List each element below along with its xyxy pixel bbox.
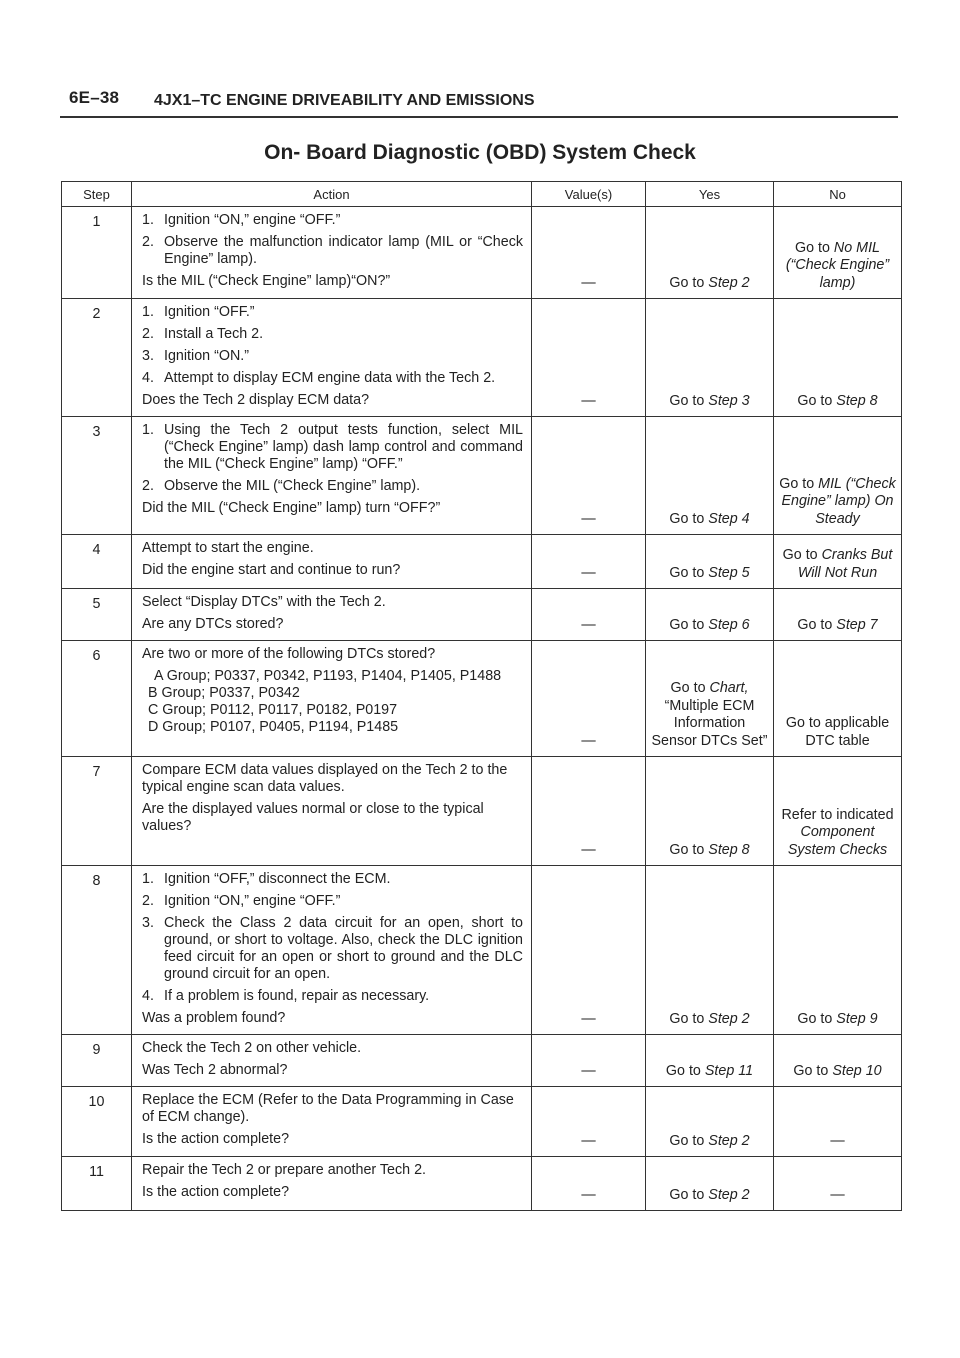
step-number: 1 — [62, 207, 132, 299]
yes-prefix: Go to — [669, 1186, 709, 1203]
yes-prefix: Go to — [669, 510, 709, 527]
action-question: Was Tech 2 abnormal? — [142, 1062, 288, 1078]
yes-prefix: Go to — [669, 616, 709, 633]
action-text: Attempt to start the engine. — [142, 540, 314, 556]
action-question: Are any DTCs stored? — [142, 616, 284, 632]
column-header-step: Step — [62, 182, 132, 207]
action-item-text: Observe the malfunction indicator lamp (MIL or “Check Engine” lamp). — [164, 234, 523, 267]
action-item — [142, 988, 523, 1005]
action-cell — [132, 299, 532, 417]
action-item-number: 2. — [142, 234, 154, 250]
action-text: Replace the ECM (Refer to the Data Programming in Case of ECM change). — [142, 1092, 514, 1125]
column-header-values: Value(s) — [532, 182, 646, 207]
table-row — [62, 589, 902, 641]
action-item-text: Ignition “OFF,” disconnect the ECM. — [164, 871, 391, 887]
action-text: Check the Tech 2 on other vehicle. — [142, 1040, 362, 1056]
action-item — [142, 212, 523, 229]
no-step-link: Component System Checks — [787, 824, 888, 858]
yes-prefix: Go to — [669, 1010, 709, 1027]
action-item-text: Install a Tech 2. — [164, 326, 264, 342]
action-cell — [132, 1035, 532, 1087]
table-row — [62, 1157, 902, 1211]
no-prefix: Go to — [779, 475, 819, 492]
action-cell — [132, 207, 532, 299]
no-step-link: Step 10 — [832, 1062, 882, 1079]
no-cell — [774, 1087, 902, 1157]
page-header — [0, 0, 960, 120]
yes-step-link: Step 2 — [708, 274, 750, 291]
action-item-text: Observe the MIL (“Check Engine” lamp). — [164, 478, 421, 494]
table-row — [62, 1035, 902, 1087]
table-row — [62, 299, 902, 417]
yes-cell — [646, 866, 774, 1035]
no-cell — [774, 207, 902, 299]
value-cell: — — [532, 417, 646, 535]
step-number: 3 — [62, 417, 132, 535]
action-item — [142, 871, 523, 888]
no-step-link: Step 7 — [836, 616, 878, 633]
diagnostic-table — [61, 181, 902, 1211]
yes-cell — [646, 1087, 774, 1157]
action-item-number: 1. — [142, 212, 154, 228]
action-text: Are two or more of the following DTCs stored? — [142, 646, 436, 662]
action-question: Are the displayed values normal or close to the typical values? — [142, 801, 484, 834]
action-item-number: 1. — [142, 422, 154, 438]
no-cell — [774, 417, 902, 535]
no-cell — [774, 299, 902, 417]
no-prefix: Go to — [793, 1062, 833, 1079]
yes-step-link: Step 3 — [708, 392, 750, 409]
table-row — [62, 535, 902, 589]
action-cell — [132, 641, 532, 757]
action-item-text: Check the Class 2 data circuit for an open, short to ground, or short to voltage. Also, check the DLC ignition feed circuit for an open or short to ground and the DLC ground circuit for an open. — [164, 915, 523, 982]
column-header-yes: Yes — [646, 182, 774, 207]
action-cell — [132, 1157, 532, 1211]
yes-cell — [646, 417, 774, 535]
value-cell: — — [532, 1035, 646, 1087]
action-item — [142, 348, 523, 365]
step-number: 10 — [62, 1087, 132, 1157]
value-cell: — — [532, 866, 646, 1035]
yes-prefix: Go to — [669, 564, 709, 581]
yes-prefix: Go to — [669, 274, 709, 291]
value-cell: — — [532, 535, 646, 589]
action-cell — [132, 417, 532, 535]
action-text: Select “Display DTCs” with the Tech 2. — [142, 594, 386, 610]
table-row — [62, 866, 902, 1035]
yes-prefix: Go to — [669, 392, 709, 409]
yes-prefix: Go to — [669, 1132, 709, 1149]
action-item — [142, 422, 523, 473]
yes-prefix: Go to — [670, 680, 710, 696]
dtc-group: B Group; P0337, P0342 — [148, 685, 300, 701]
value-cell: — — [532, 1087, 646, 1157]
action-item-number: 2. — [142, 893, 154, 909]
dtc-group: A Group; P0337, P0342, P1193, P1404, P1405, P1488 — [154, 668, 502, 684]
yes-cell — [646, 299, 774, 417]
step-number: 7 — [62, 757, 132, 866]
no-cell — [774, 641, 902, 757]
no-prefix: Go to — [794, 239, 834, 256]
no-step-link: Cranks But Will Not Run — [797, 547, 893, 581]
header-rule — [60, 116, 898, 118]
step-number: 6 — [62, 641, 132, 757]
action-item-text: Ignition “ON,” engine “OFF.” — [164, 893, 341, 909]
no-step-link: Step 9 — [836, 1010, 878, 1027]
no-cell — [774, 757, 902, 866]
value-cell: — — [532, 1157, 646, 1211]
action-item-text: Attempt to display ECM engine data with the Tech 2. — [164, 370, 496, 386]
no-text: Go to applicable DTC table — [785, 715, 890, 749]
yes-step-link: Step 2 — [708, 1132, 750, 1149]
action-item — [142, 893, 523, 910]
step-number: 2 — [62, 299, 132, 417]
value-cell: — — [532, 757, 646, 866]
action-text: Repair the Tech 2 or prepare another Tech 2. — [142, 1162, 427, 1178]
yes-prefix: Go to — [669, 841, 709, 858]
action-item-number: 3. — [142, 915, 154, 931]
action-cell — [132, 1087, 532, 1157]
action-text: Compare ECM data values displayed on the Tech 2 to the typical engine scan data values. — [142, 762, 508, 795]
action-cell — [132, 589, 532, 641]
value-cell: — — [532, 641, 646, 757]
yes-prefix: Go to — [665, 1062, 705, 1079]
yes-cell — [646, 1035, 774, 1087]
no-step-link: Step 8 — [836, 392, 878, 409]
page-number: 6E–38 — [69, 88, 120, 107]
no-cell — [774, 866, 902, 1035]
value-cell: — — [532, 207, 646, 299]
table-row — [62, 207, 902, 299]
dtc-group: D Group; P0107, P0405, P1194, P1485 — [148, 719, 399, 735]
action-item-number: 2. — [142, 478, 154, 494]
action-item — [142, 478, 523, 495]
action-question: Does the Tech 2 display ECM data? — [142, 392, 370, 408]
no-text: Refer to indicated — [781, 806, 894, 823]
no-cell — [774, 589, 902, 641]
step-number: 5 — [62, 589, 132, 641]
dtc-group: C Group; P0112, P0117, P0182, P0197 — [148, 702, 398, 718]
no-prefix: Go to — [797, 616, 837, 633]
yes-step-link: Step 4 — [708, 510, 750, 527]
table-body — [62, 207, 902, 1211]
table-row — [62, 1087, 902, 1157]
action-item — [142, 370, 523, 387]
column-header-no: No — [774, 182, 902, 207]
action-question: Is the MIL (“Check Engine” lamp)“ON?” — [142, 273, 391, 289]
no-step-link: MIL (“Check Engine” lamp) On Steady — [781, 475, 896, 527]
no-text: — — [830, 1186, 845, 1203]
action-item-text: Ignition “ON.” — [164, 348, 250, 364]
action-question: Did the MIL (“Check Engine” lamp) turn “OFF?” — [142, 500, 441, 516]
section-title: 4JX1–TC ENGINE DRIVEABILITY AND EMISSIONS — [154, 92, 535, 109]
yes-step-link: Step 8 — [708, 841, 750, 858]
action-item-number: 3. — [142, 348, 154, 364]
action-item — [142, 326, 523, 343]
action-item-text: Ignition “ON,” engine “OFF.” — [164, 212, 341, 228]
action-item-number: 2. — [142, 326, 154, 342]
no-cell — [774, 1157, 902, 1211]
no-step-link: No MIL (“Check Engine” lamp) — [785, 239, 890, 291]
table-row — [62, 417, 902, 535]
yes-step-link: Step 5 — [708, 564, 750, 581]
action-cell — [132, 866, 532, 1035]
step-number: 4 — [62, 535, 132, 589]
step-number: 9 — [62, 1035, 132, 1087]
action-question: Is the action complete? — [142, 1131, 290, 1147]
action-item-number: 1. — [142, 304, 154, 320]
yes-cell — [646, 535, 774, 589]
yes-cell — [646, 757, 774, 866]
action-item-text: Ignition “OFF.” — [164, 304, 255, 320]
yes-cell — [646, 589, 774, 641]
action-question: Is the action complete? — [142, 1184, 290, 1200]
column-header-action: Action — [132, 182, 532, 207]
no-cell — [774, 1035, 902, 1087]
action-question: Was a problem found? — [142, 1010, 286, 1026]
step-number: 11 — [62, 1157, 132, 1211]
no-prefix: Go to — [782, 547, 822, 563]
yes-cell — [646, 641, 774, 757]
value-cell: — — [532, 589, 646, 641]
yes-cell — [646, 1157, 774, 1211]
no-prefix: Go to — [797, 392, 837, 409]
value-cell: — — [532, 299, 646, 417]
no-text: — — [830, 1132, 845, 1149]
yes-suffix: “Multiple ECM Information Sensor DTCs Set” — [651, 697, 768, 749]
yes-step-link: Step 2 — [708, 1186, 750, 1203]
action-item-text: If a problem is found, repair as necessary. — [164, 988, 430, 1004]
action-cell — [132, 757, 532, 866]
action-cell — [132, 535, 532, 589]
action-item-text: Using the Tech 2 output tests function, select MIL (“Check Engine” lamp) dash lamp control and command the MIL (“Check Engine” lamp) “OFF.” — [164, 422, 523, 472]
action-item-number: 4. — [142, 988, 154, 1004]
yes-step-link: Step 11 — [704, 1062, 754, 1079]
table-row — [62, 757, 902, 866]
page-title: On- Board Diagnostic (OBD) System Check — [264, 141, 696, 164]
yes-cell — [646, 207, 774, 299]
yes-step-link: Step 6 — [708, 616, 750, 633]
yes-step-link: Chart, — [709, 680, 749, 696]
table-row — [62, 641, 902, 757]
action-item-number: 4. — [142, 370, 154, 386]
yes-step-link: Step 2 — [708, 1010, 750, 1027]
no-prefix: Go to — [797, 1010, 837, 1027]
table-header-row — [62, 182, 902, 207]
no-cell — [774, 535, 902, 589]
action-item-number: 1. — [142, 871, 154, 887]
action-item — [142, 234, 523, 268]
step-number: 8 — [62, 866, 132, 1035]
action-item — [142, 915, 523, 983]
action-question: Did the engine start and continue to run? — [142, 562, 401, 578]
action-item — [142, 304, 523, 321]
